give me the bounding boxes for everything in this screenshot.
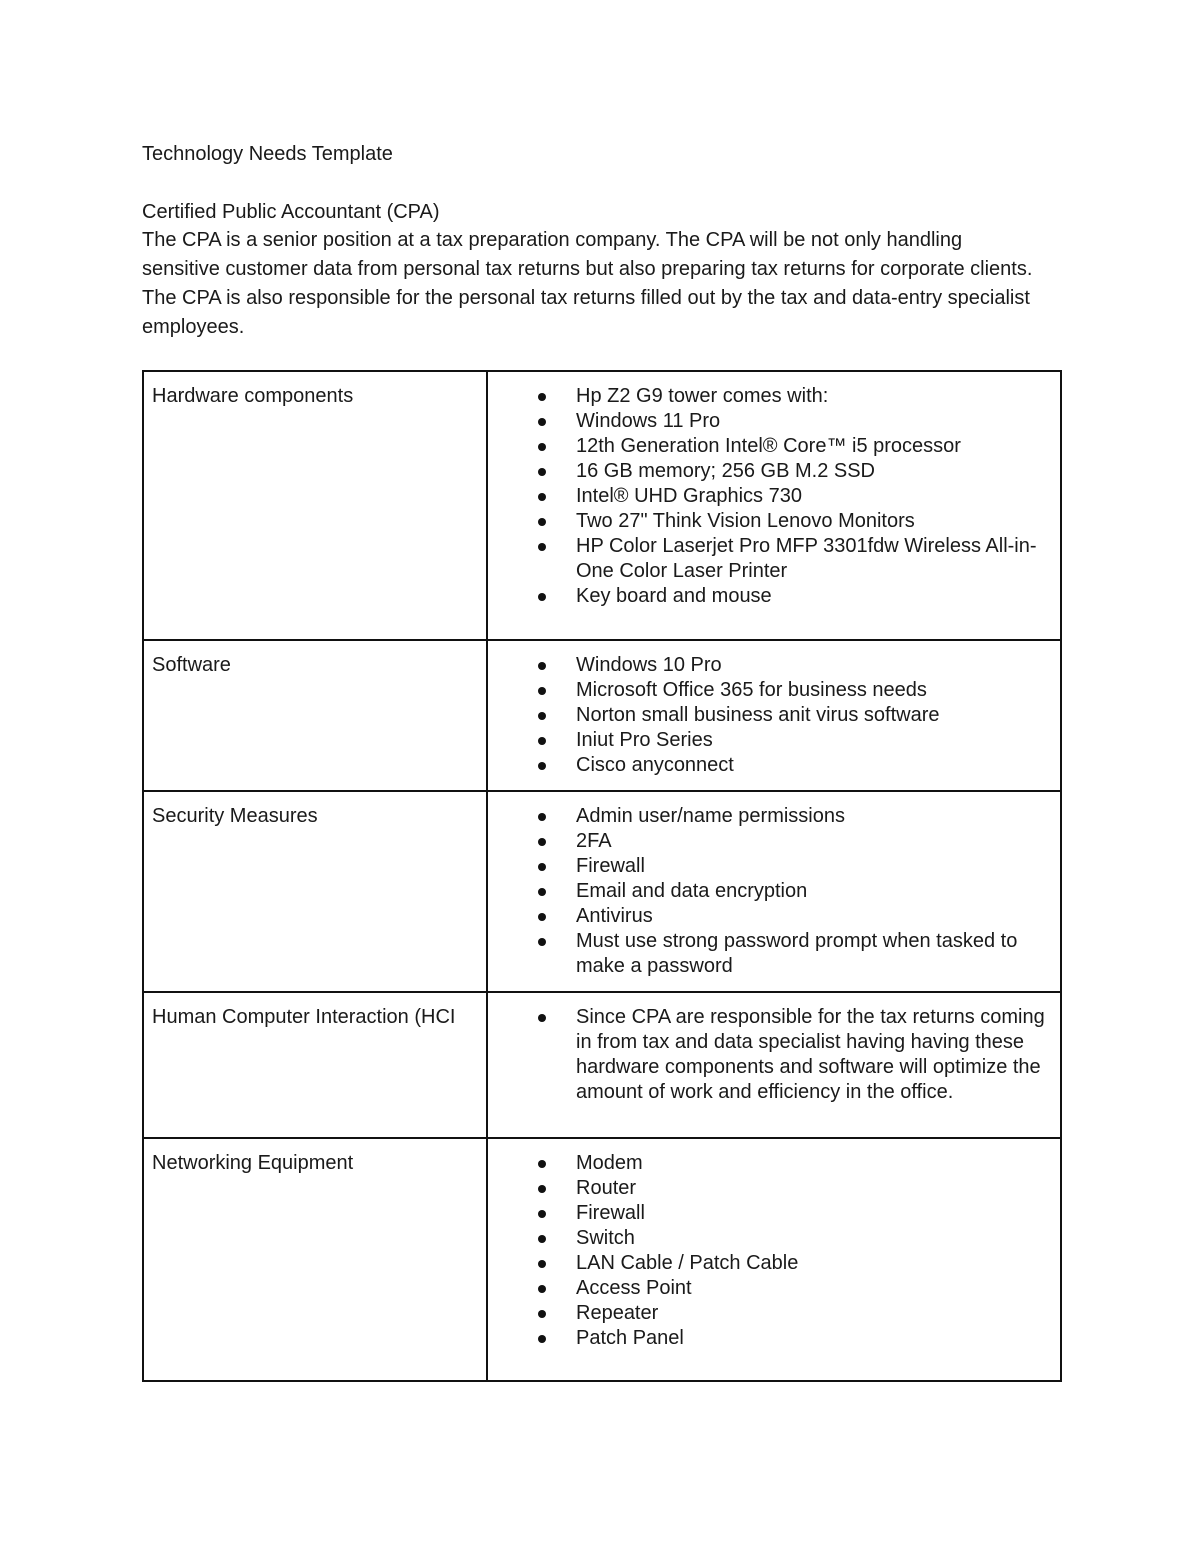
list-item: 2FA [534,829,1052,854]
list-item: Switch [534,1226,1052,1251]
list-item: Intel® UHD Graphics 730 [534,484,1052,509]
category-cell: Software [143,640,487,791]
category-cell: Human Computer Interaction (HCI [143,992,487,1138]
technology-needs-table [142,370,1062,1382]
document-title: Technology Needs Template [142,143,393,165]
table-row [143,1138,1061,1381]
items-cell [487,992,1061,1138]
list-item: Must use strong password prompt when tasked to make a password [534,929,1052,979]
list-item: Repeater [534,1301,1052,1326]
list-item: Firewall [534,1201,1052,1226]
bullet-list [496,804,1052,979]
list-item: Admin user/name permissions [534,804,1052,829]
list-item: Router [534,1176,1052,1201]
role-description: The CPA is a senior position at a tax preparation company. The CPA will be not only handling sensitive customer data from personal tax returns but also preparing tax returns for corporate clients. The CPA is also responsible for the personal tax returns filled out by the tax and data-entry specialist employees. [142,229,1033,338]
list-item: Iniut Pro Series [534,728,1052,753]
bullet-list [496,384,1052,609]
category-cell: Networking Equipment [143,1138,487,1381]
list-item: Key board and mouse [534,584,1052,609]
table-row [143,992,1061,1138]
items-cell [487,640,1061,791]
items-cell [487,371,1061,640]
table-row [143,371,1061,640]
list-item: LAN Cable / Patch Cable [534,1251,1052,1276]
list-item: HP Color Laserjet Pro MFP 3301fdw Wireless All-in-One Color Laser Printer [534,534,1052,584]
list-item: Antivirus [534,904,1052,929]
list-item: 16 GB memory; 256 GB M.2 SSD [534,459,1052,484]
list-item: Modem [534,1151,1052,1176]
items-cell [487,1138,1061,1381]
list-item: Firewall [534,854,1052,879]
list-item: Two 27" Think Vision Lenovo Monitors [534,509,1052,534]
list-item: Email and data encryption [534,879,1052,904]
bullet-list [496,1151,1052,1351]
list-item: 12th Generation Intel® Core™ i5 processor [534,434,1052,459]
list-item: Windows 10 Pro [534,653,1052,678]
bullet-list [496,1005,1052,1105]
bullet-list [496,653,1052,778]
document-page [142,140,1062,1382]
table-body [143,371,1061,1381]
table-row [143,640,1061,791]
category-cell: Security Measures [143,791,487,992]
list-item: Norton small business anit virus software [534,703,1052,728]
table-row [143,791,1061,992]
list-item: Patch Panel [534,1326,1052,1351]
list-item: Access Point [534,1276,1052,1301]
list-item: Windows 11 Pro [534,409,1052,434]
list-item: Microsoft Office 365 for business needs [534,678,1052,703]
items-cell [487,791,1061,992]
list-item: Since CPA are responsible for the tax returns coming in from tax and data specialist having having these hardware components and software will optimize the amount of work and efficiency in the office. [534,1005,1052,1105]
list-item: Cisco anyconnect [534,753,1052,778]
list-item: Hp Z2 G9 tower comes with: [534,384,1052,409]
category-cell: Hardware components [143,371,487,640]
role-title: Certified Public Accountant (CPA) [142,201,440,223]
